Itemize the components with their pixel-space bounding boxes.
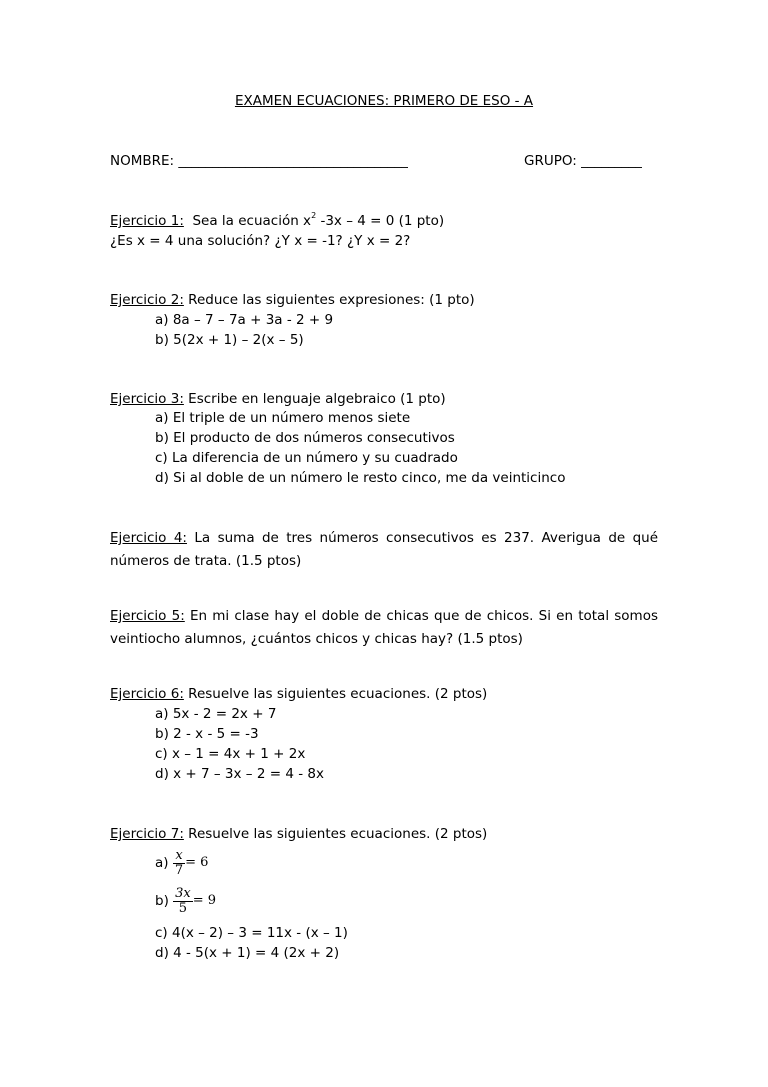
ej7-b-numerator: 3x [175,885,191,901]
grupo-label: GRUPO: [524,153,577,169]
ej2-item-b: b) 5(2x + 1) – 2(x – 5) [155,332,304,348]
ej1-intro: Sea la ecuación x [192,213,312,229]
ej7-label: Ejercicio 7: [110,826,184,842]
grupo-blank: _________ [581,153,642,169]
ej7-item-b [155,884,216,918]
ej5-label: Ejercicio 5: [110,608,185,624]
ej7-a-fraction [173,849,185,878]
ej3-text: Escribe en lenguaje algebraico (1 pto) [183,391,446,407]
ej1-statement [110,212,444,231]
ej2-text: Reduce las siguientes expresiones: (1 pto) [183,292,475,308]
ej3-item-a: a) El triple de un número menos siete [155,410,411,426]
nombre-line [110,152,408,171]
ej2-item-a: a) 8a – 7 – 7a + 3a - 2 + 9 [155,312,334,328]
ej1-exponent: 2 [311,211,317,220]
ej2-label: Ejercicio 2: [110,292,184,308]
ej3-statement [110,390,446,409]
ej7-b-fraction [173,887,193,916]
page-title: EXAMEN ECUACIONES: PRIMERO DE ESO - A [234,93,534,109]
ej7-statement [110,825,487,844]
ej4-line-1 [110,527,658,550]
ej7-a-numerator: x [173,849,185,864]
ej4-line1-text: La suma de tres números consecutivos es 237. Averigua de qué [194,530,659,546]
ej6-item-b: b) 2 - x - 5 = -3 [155,726,259,742]
ej5-line1-text: En mi clase hay el doble de chicas que de chicos. Si en total somos [189,608,658,624]
ej1-question: ¿Es x = 4 una solución? ¿Y x = -1? ¿Y x = 2? [110,233,411,249]
ej7-a-prefix: a) [155,855,169,871]
ej4-line-2: números de trata. (1.5 ptos) [110,553,302,569]
ej7-b-prefix: b) [155,893,169,909]
ej6-statement [110,685,487,704]
nombre-label: NOMBRE: [110,153,175,169]
ej7-a-denominator: 7 [174,862,184,878]
ej4-paragraph [110,527,658,573]
ej7-b-denominator: 5 [178,900,188,916]
ej1-label: Ejercicio 1: [110,213,184,229]
ej7-b-rhs: = 9 [192,893,217,908]
ej6-item-a: a) 5x - 2 = 2x + 7 [155,706,277,722]
grupo-line [524,152,642,171]
nombre-blank: __________________________________ [178,153,408,169]
ej5-line-1 [110,605,658,628]
ej6-item-c: c) x – 1 = 4x + 1 + 2x [155,746,306,762]
ej3-label: Ejercicio 3: [110,391,184,407]
ej5-paragraph [110,605,658,651]
ej3-item-c: c) La diferencia de un número y su cuadrado [155,450,458,466]
ej6-text: Resuelve las siguientes ecuaciones. (2 ptos) [183,686,488,702]
ej6-label: Ejercicio 6: [110,686,184,702]
ej7-text: Resuelve las siguientes ecuaciones. (2 ptos) [183,826,488,842]
ej4-label: Ejercicio 4: [110,530,187,546]
ej7-item-d: d) 4 - 5(x + 1) = 4 (2x + 2) [155,945,340,961]
ej7-item-c: c) 4(x – 2) – 3 = 11x - (x – 1) [155,925,348,941]
ej3-item-b: b) El producto de dos números consecutivos [155,430,455,446]
ej7-a-rhs: = 6 [185,855,209,870]
ej6-item-d: d) x + 7 – 3x – 2 = 4 - 8x [155,766,324,782]
ej3-item-d: d) Si al doble de un número le resto cinco, me da veinticinco [155,470,566,486]
ej1-rest: -3x – 4 = 0 (1 pto) [316,213,445,229]
ej5-line-2: veintiocho alumnos, ¿cuántos chicos y chicas hay? (1.5 ptos) [110,631,523,647]
ej2-statement [110,291,475,310]
ej7-item-a [155,846,208,880]
